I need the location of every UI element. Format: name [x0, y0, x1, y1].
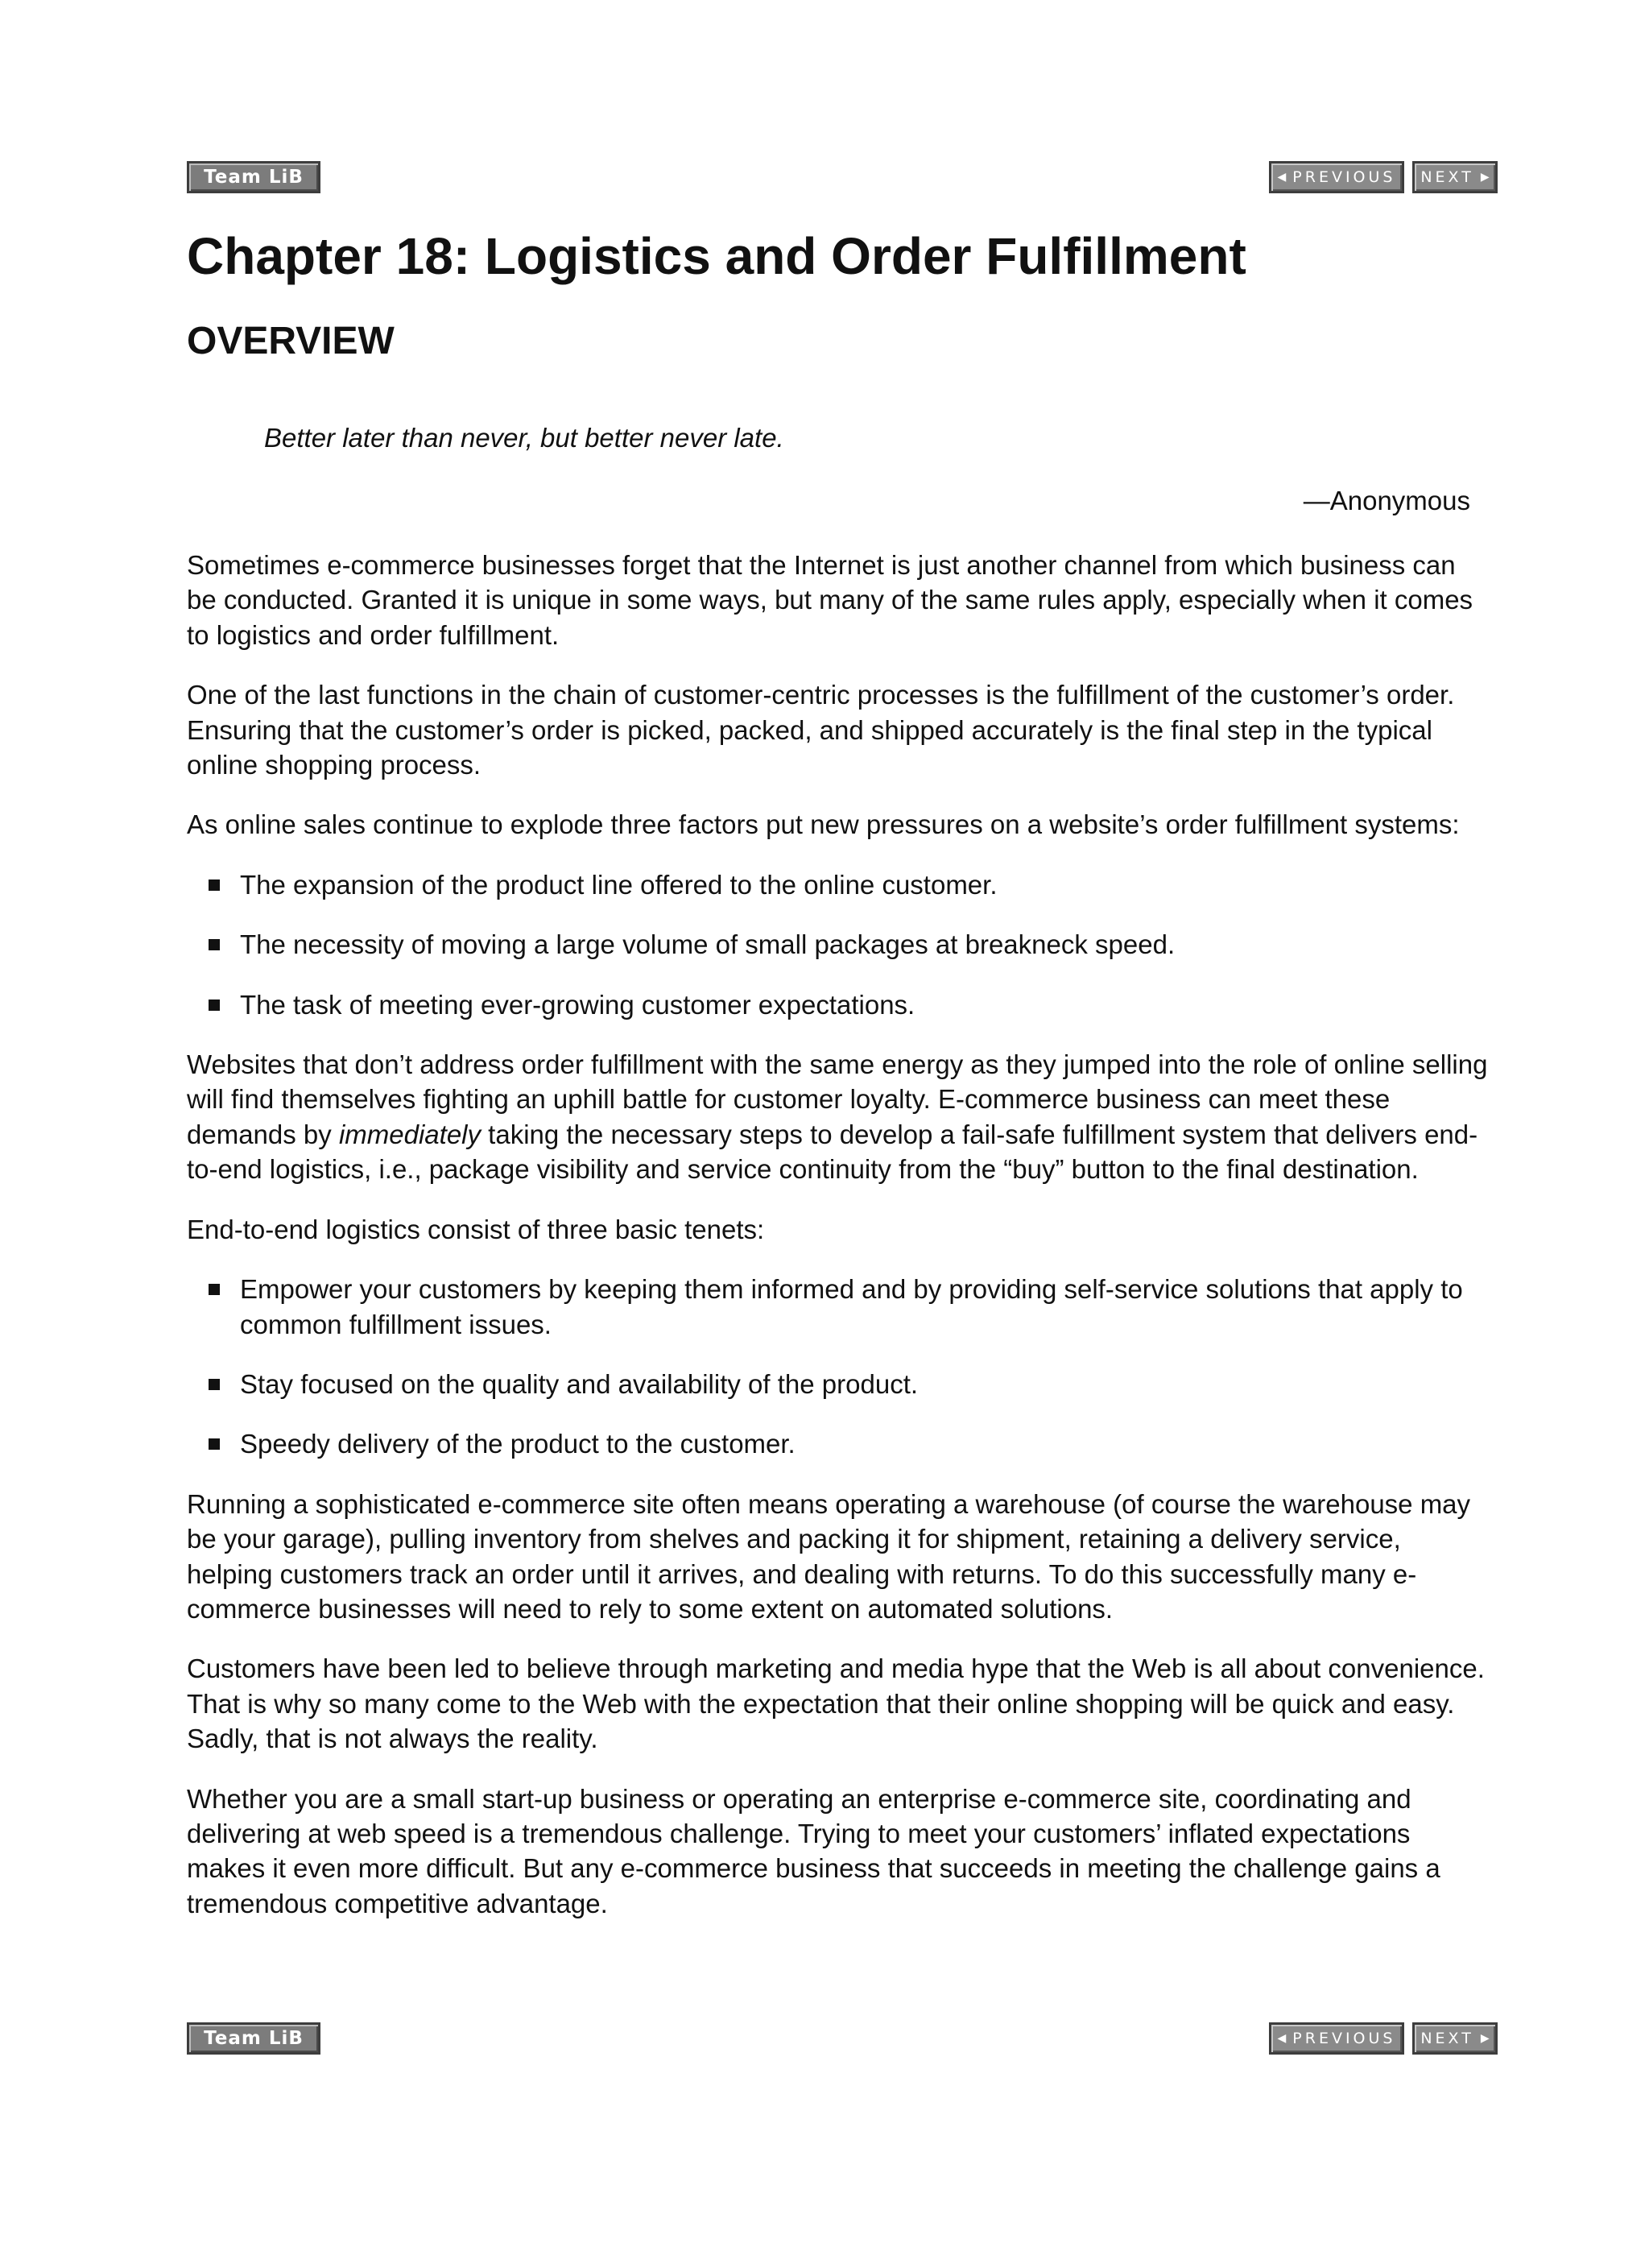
next-label: NEXT	[1420, 2030, 1474, 2047]
page-content	[187, 161, 1498, 1918]
bullet-icon	[209, 1284, 220, 1295]
paragraph-text: Websites that don’t address order fulfillment with the same energy as they jumped into the role of online selling will find themselves fighting an uphill battle for customer loyalty. E-commerce business can meet these demands by	[187, 1049, 1488, 1149]
list-item-text: Speedy delivery of the product to the customer.	[240, 1429, 796, 1459]
bullet-icon	[209, 999, 220, 1011]
arrow-right-icon: ▶	[1480, 171, 1490, 184]
team-lib-logo[interactable]: Team LiB	[187, 161, 320, 193]
list-item-text: The expansion of the product line offered to the online customer.	[240, 869, 998, 900]
previous-label: PREVIOUS	[1292, 2030, 1396, 2047]
bullet-icon	[209, 1379, 220, 1390]
paragraph-text: taking the necessary steps to develop a fail-safe fulfillment system that delivers end-to-end logistics, i.e., package visibility and service continuity from the “buy” button to the final destination.	[187, 1119, 1478, 1185]
list-item-text: Empower your customers by keeping them informed and by providing self-service solutions that apply to common fulfillment issues.	[240, 1274, 1463, 1339]
paragraph: One of the last functions in the chain of customer-centric processes is the fulfillment of the customer’s order. Ensuring that the customer’s order is picked, packed, and shipped accurately is the final step in the typical online shopping process.	[187, 680, 1455, 780]
chapter-title: Chapter 18: Logistics and Order Fulfillment	[187, 227, 1246, 285]
list-item	[187, 1426, 1491, 1461]
bullet-icon	[209, 939, 220, 950]
paragraph: Customers have been led to believe through marketing and media hype that the Web is all about convenience. That is why so many come to the Web with the expectation that their online shopping will be quick and easy. Sadly, that is not always the reality.	[187, 1653, 1485, 1754]
top-navbar	[187, 161, 1498, 197]
bullet-icon	[209, 1438, 220, 1450]
body-text	[187, 548, 1491, 1946]
list-item-text: The necessity of moving a large volume of small packages at breakneck speed.	[240, 929, 1176, 960]
next-button[interactable]	[1412, 2022, 1498, 2055]
paragraph: End-to-end logistics consist of three basic tenets:	[187, 1214, 765, 1244]
emphasis-text: immediately	[338, 1119, 481, 1149]
paragraph: Whether you are a small start-up business or operating an enterprise e-commerce site, coordinating and delivering at web speed is a tremendous challenge. Trying to meet your customers’ inflated expectations makes it even more difficult. But any e-commerce business that succeeds in meeting the challenge gains a tremendous competitive advantage.	[187, 1783, 1440, 1918]
section-title: OVERVIEW	[187, 320, 395, 362]
paragraph: Sometimes e-commerce businesses forget that the Internet is just another channel from which business can be conducted. Granted it is unique in some ways, but many of the same rules apply, especially when it comes to logistics and order fulfillment.	[187, 550, 1473, 650]
list-item	[187, 1367, 1491, 1401]
list-item	[187, 987, 1491, 1022]
list-item-text: The task of meeting ever-growing customer expectations.	[240, 989, 915, 1020]
paragraph: Running a sophisticated e-commerce site often means operating a warehouse (of course the warehouse may be your garage), pulling inventory from shelves and packing it for shipment, retaining a delivery service, helping customers track an order until it arrives, and dealing with returns. To do this successfully many e-commerce businesses will need to rely to some extent on automated solutions.	[187, 1488, 1471, 1624]
previous-button[interactable]	[1269, 161, 1404, 193]
list-item	[187, 867, 1491, 902]
epigraph-attribution: —Anonymous	[1303, 486, 1470, 515]
epigraph-quote: Better later than never, but better never late.	[264, 423, 784, 453]
factors-list	[187, 867, 1491, 1022]
arrow-right-icon: ▶	[1480, 2032, 1490, 2045]
paragraph: As online sales continue to explode three factors put new pressures on a website’s order fulfillment systems:	[187, 809, 1460, 840]
paragraph	[187, 1047, 1491, 1187]
list-item	[187, 1272, 1491, 1342]
next-button[interactable]	[1412, 161, 1498, 193]
previous-label: PREVIOUS	[1292, 168, 1396, 186]
list-item-text: Stay focused on the quality and availability of the product.	[240, 1368, 919, 1399]
team-lib-logo[interactable]: Team LiB	[187, 2022, 320, 2055]
arrow-left-icon: ◀	[1277, 2032, 1287, 2045]
bottom-navbar	[187, 2022, 1498, 2058]
previous-button[interactable]	[1269, 2022, 1404, 2055]
list-item	[187, 927, 1491, 962]
tenets-list	[187, 1272, 1491, 1462]
arrow-left-icon: ◀	[1277, 171, 1287, 184]
bullet-icon	[209, 879, 220, 891]
next-label: NEXT	[1420, 168, 1474, 186]
